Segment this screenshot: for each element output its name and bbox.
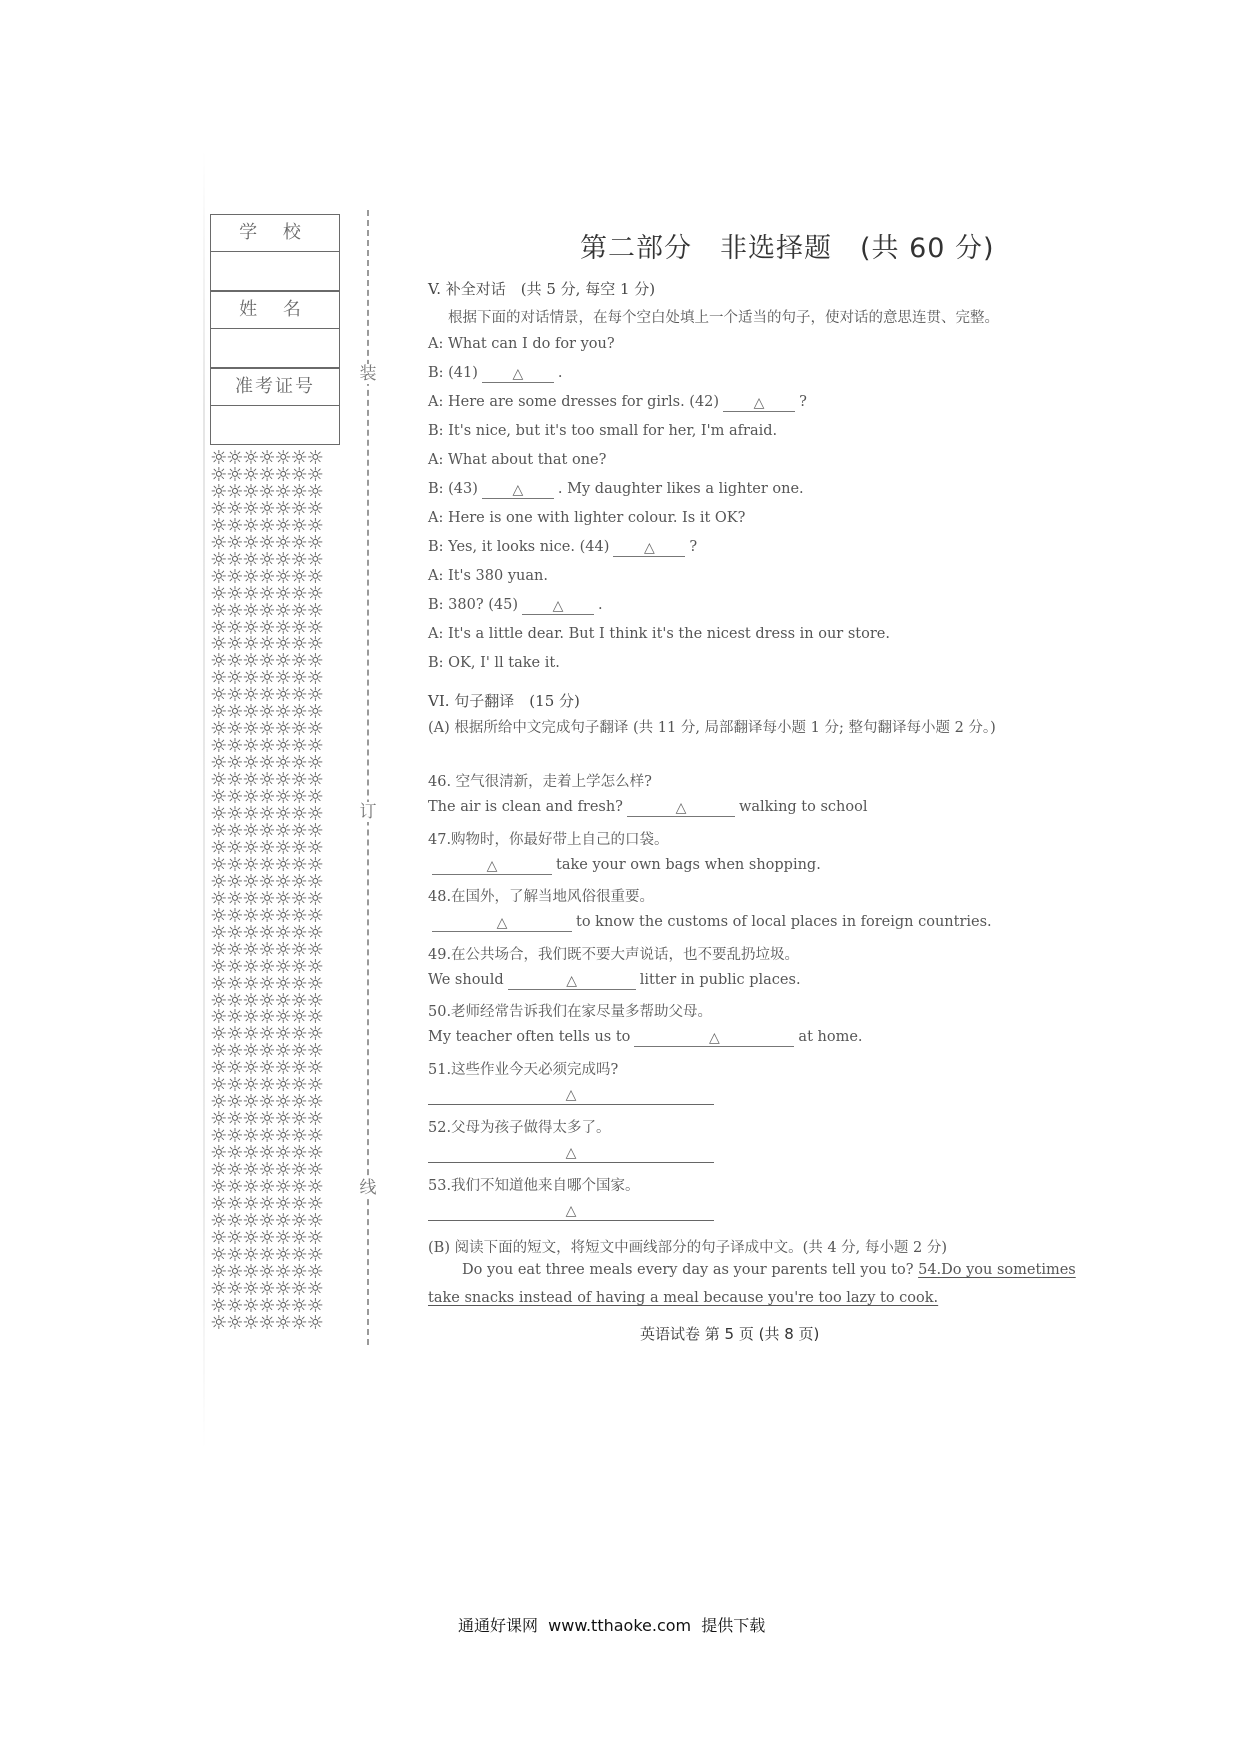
exam-id-box	[210, 368, 340, 445]
translation-text-after: to know the customs of local places in foreign countries.	[576, 914, 992, 930]
answer-marker: △	[565, 1145, 577, 1161]
translation-item-cn: 46. 空气很清新，走着上学怎么样?	[428, 774, 652, 790]
translation-full-item-cn: 51.这些作业今天必须完成吗?	[428, 1062, 619, 1078]
answer-blank[interactable]: △	[522, 598, 594, 615]
passage-line-2	[428, 1290, 938, 1306]
dialog-text: B: 380? (45)	[428, 597, 518, 613]
translation-blank[interactable]: △	[432, 858, 552, 875]
dialog-text-after: ?	[799, 394, 807, 410]
exam-id-label: 准考证号	[211, 369, 339, 406]
passage-plain: Do you eat three meals every day as your parents tell you to?	[462, 1262, 919, 1278]
translation-text: The air is clean and fresh?	[428, 799, 623, 815]
dialog-line	[428, 539, 697, 556]
translation-item-en	[428, 857, 821, 874]
translation-text-after: walking to school	[738, 799, 868, 815]
section6-partA-instruction: (A) 根据所给中文完成句子翻译 (共 11 分, 局部翻译每小题 1 分; 整句翻译每小题 2 分。)	[428, 720, 996, 736]
dialog-text-after: .	[557, 365, 563, 381]
school-label: 学 校	[211, 215, 339, 252]
download-site-footer: 通通好课网 www.tthaoke.com 提供下载	[458, 1616, 766, 1635]
exam-id-field[interactable]	[211, 406, 339, 444]
dialog-text: B: OK, I' ll take it.	[428, 655, 560, 671]
translation-blank[interactable]: △	[508, 973, 636, 990]
passage-line-1	[462, 1262, 1076, 1278]
translation-item-en	[428, 799, 867, 816]
dialog-line	[428, 423, 777, 439]
decorative-star-pattern: ☼☼☼☼☼☼☼ ☼☼☼☼☼☼☼ ☼☼☼☼☼☼☼ ☼☼☼☼☼☼☼ ☼☼☼☼☼☼☼ ☼☼☼☼☼☼☼ ☼☼☼☼☼☼☼ ☼☼☼☼☼☼☼ ☼☼☼☼☼☼☼ ☼☼☼☼☼☼☼ ☼☼☼☼☼☼☼ ☼☼☼☼☼☼☼ ☼☼☼☼☼☼☼ ☼☼☼☼☼☼☼ ☼☼☼☼☼☼☼ ☼☼☼☼☼☼☼ ☼☼☼☼☼☼☼ ☼☼☼☼☼☼☼ ☼☼☼☼☼☼☼ ☼☼☼☼☼☼☼ ☼☼☼☼☼☼☼ ☼☼☼☼☼☼☼ ☼☼☼☼☼☼☼ ☼☼☼☼☼☼☼ ☼☼☼☼☼☼☼ ☼☼☼☼☼☼☼ ☼☼☼☼☼☼☼ ☼☼☼☼☼☼☼ ☼☼☼☼☼☼☼ ☼☼☼☼☼☼☼ ☼☼☼☼☼☼☼ ☼☼☼☼☼☼☼ ☼☼☼☼☼☼☼ ☼☼☼☼☼☼☼ ☼☼☼☼☼☼☼ ☼☼☼☼☼☼☼ ☼☼☼☼☼☼☼ ☼☼☼☼☼☼☼ ☼☼☼☼☼☼☼ ☼☼☼☼☼☼☼ ☼☼☼☼☼☼☼ ☼☼☼☼☼☼☼ ☼☼☼☼☼☼☼ ☼☼☼☼☼☼☼ ☼☼☼☼☼☼☼ ☼☼☼☼☼☼☼ ☼☼☼☼☼☼☼ ☼☼☼☼☼☼☼ ☼☼☼☼☼☼☼ ☼☼☼☼☼☼☼ ☼☼☼☼☼☼☼ ☼☼☼☼☼☼☼	[210, 450, 323, 1334]
dialog-line	[428, 597, 603, 614]
dialog-text: B: Yes, it looks nice. (44)	[428, 539, 610, 555]
section6-heading: VI. 句子翻译 (15 分)	[428, 692, 580, 710]
section6-partB-instruction: (B) 阅读下面的短文，将短文中画线部分的句子译成中文。(共 4 分, 每小题 2 分)	[428, 1240, 947, 1256]
name-field[interactable]	[211, 329, 339, 367]
passage-underlined-1: 54.Do you sometimes	[918, 1262, 1076, 1278]
full-answer-line[interactable]	[428, 1196, 714, 1221]
dialog-line	[428, 626, 890, 642]
page-number: 英语试卷 第 5 页 (共 8 页)	[640, 1325, 820, 1343]
dialog-text-after: .	[597, 597, 603, 613]
dialog-text-after: . My daughter likes a lighter one.	[557, 481, 804, 497]
dialog-text: B: It's nice, but it's too small for her, I'm afraid.	[428, 423, 778, 439]
translation-full-item-cn: 52.父母为孩子做得太多了。	[428, 1120, 611, 1136]
dialog-line	[428, 336, 615, 352]
dialog-line	[428, 655, 560, 671]
answer-marker: △	[565, 1203, 577, 1219]
dialog-text: A: It's a little dear. But I think it's the nicest dress in our store.	[428, 626, 890, 642]
translation-blank[interactable]: △	[634, 1030, 794, 1047]
translation-text: We should	[428, 972, 504, 988]
translation-blank[interactable]: △	[627, 800, 735, 817]
section5-heading: V. 补全对话 (共 5 分, 每空 1 分)	[428, 280, 656, 298]
dialog-text: A: Here is one with lighter colour. Is it OK?	[428, 510, 746, 526]
dialog-line	[428, 481, 804, 498]
dialog-line	[428, 365, 563, 382]
dialog-text: A: What about that one?	[428, 452, 607, 468]
translation-full-item-cn: 53.我们不知道他来自哪个国家。	[428, 1178, 640, 1194]
dialog-text: A: It's 380 yuan.	[428, 568, 548, 584]
binding-char-zhuang: 装	[359, 364, 377, 384]
full-answer-line[interactable]	[428, 1138, 714, 1163]
dialog-text: B: (41)	[428, 365, 478, 381]
dialog-line	[428, 394, 807, 411]
passage-underlined-2: take snacks instead of having a meal because you're too lazy to cook.	[428, 1290, 939, 1306]
answer-blank[interactable]: △	[482, 482, 554, 499]
dialog-line	[428, 568, 548, 584]
answer-blank[interactable]: △	[723, 395, 795, 412]
dialog-text: B: (43)	[428, 481, 478, 497]
full-answer-line[interactable]	[428, 1080, 714, 1105]
answer-marker: △	[565, 1087, 577, 1103]
dialog-text-after: ?	[689, 539, 698, 555]
scan-edge	[203, 150, 205, 1450]
school-box	[210, 214, 340, 291]
translation-text-after: take your own bags when shopping.	[556, 857, 821, 873]
name-label: 姓 名	[211, 292, 339, 329]
binding-char-xian: 线	[359, 1178, 377, 1198]
dialog-line	[428, 510, 745, 526]
school-field[interactable]	[211, 252, 339, 290]
translation-item-en	[428, 972, 801, 989]
translation-text-after: at home.	[798, 1029, 863, 1045]
dialog-text: A: What can I do for you?	[428, 336, 615, 352]
binding-char-ding: 订	[359, 802, 377, 822]
dialog-text: A: Here are some dresses for girls. (42)	[428, 394, 720, 410]
translation-item-cn: 49.在公共场合，我们既不要大声说话，也不要乱扔垃圾。	[428, 947, 800, 963]
translation-item-en	[428, 914, 992, 931]
section5-instruction: 根据下面的对话情景，在每个空白处填上一个适当的句子，使对话的意思连贯、完整。	[448, 310, 999, 326]
answer-blank[interactable]: △	[613, 540, 685, 557]
dialog-line	[428, 452, 606, 468]
translation-item-cn: 48.在国外，了解当地风俗很重要。	[428, 889, 655, 905]
translation-text: My teacher often tells us to	[428, 1029, 631, 1045]
name-box	[210, 291, 340, 368]
translation-text-after: litter in public places.	[639, 972, 801, 988]
translation-item-cn: 47.购物时，你最好带上自己的口袋。	[428, 832, 669, 848]
page-title: 第二部分 非选择题 (共 60 分)	[580, 233, 995, 264]
translation-item-cn: 50.老师经常告诉我们在家尽量多帮助父母。	[428, 1004, 713, 1020]
translation-blank[interactable]: △	[432, 915, 572, 932]
answer-blank[interactable]: △	[482, 366, 554, 383]
translation-item-en	[428, 1029, 863, 1046]
